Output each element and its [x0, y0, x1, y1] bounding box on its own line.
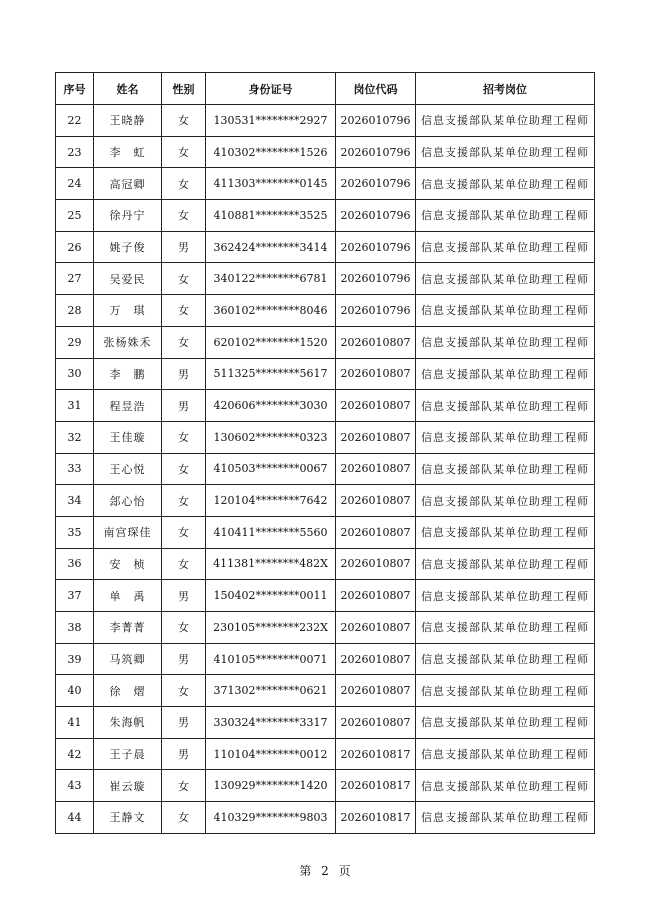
- table-row: [56, 612, 595, 644]
- table-row: [56, 200, 595, 232]
- cell-name: 安 桢: [94, 548, 162, 580]
- cell-code: 2026010796: [336, 168, 416, 200]
- cell-name: 朱海帆: [94, 707, 162, 739]
- cell-serial: 40: [56, 675, 94, 707]
- table-header-row: [56, 73, 595, 105]
- cell-id: 420606********3030: [206, 390, 336, 422]
- table-row: [56, 390, 595, 422]
- cell-gender: 女: [162, 326, 206, 358]
- cell-id: 410503********0067: [206, 453, 336, 485]
- cell-id: 410881********3525: [206, 200, 336, 232]
- cell-serial: 34: [56, 485, 94, 517]
- cell-id: 150402********0011: [206, 580, 336, 612]
- cell-id: 130929********1420: [206, 770, 336, 802]
- cell-serial: 27: [56, 263, 94, 295]
- cell-gender: 女: [162, 802, 206, 834]
- cell-name: 高冠卿: [94, 168, 162, 200]
- cell-post: 信息支援部队某单位助理工程师: [416, 453, 595, 485]
- cell-serial: 32: [56, 421, 94, 453]
- cell-id: 110104********0012: [206, 738, 336, 770]
- cell-gender: 女: [162, 295, 206, 327]
- footer-page-number: 2: [321, 864, 329, 878]
- cell-serial: 22: [56, 105, 94, 137]
- cell-code: 2026010807: [336, 390, 416, 422]
- cell-serial: 29: [56, 326, 94, 358]
- cell-code: 2026010807: [336, 548, 416, 580]
- cell-name: 李 鹏: [94, 358, 162, 390]
- cell-name: 崔云璇: [94, 770, 162, 802]
- cell-code: 2026010807: [336, 453, 416, 485]
- cell-gender: 男: [162, 707, 206, 739]
- cell-name: 单 禹: [94, 580, 162, 612]
- cell-post: 信息支援部队某单位助理工程师: [416, 770, 595, 802]
- cell-post: 信息支援部队某单位助理工程师: [416, 105, 595, 137]
- cell-name: 徐丹宁: [94, 200, 162, 232]
- cell-serial: 43: [56, 770, 94, 802]
- cell-gender: 男: [162, 231, 206, 263]
- cell-code: 2026010807: [336, 707, 416, 739]
- cell-code: 2026010796: [336, 105, 416, 137]
- cell-id: 340122********6781: [206, 263, 336, 295]
- cell-id: 410302********1526: [206, 136, 336, 168]
- cell-id: 410329********9803: [206, 802, 336, 834]
- cell-code: 2026010807: [336, 516, 416, 548]
- page-footer: [0, 862, 650, 879]
- cell-id: 130602********0323: [206, 421, 336, 453]
- footer-suffix: 页: [338, 864, 351, 878]
- cell-post: 信息支援部队某单位助理工程师: [416, 168, 595, 200]
- table-row: [56, 168, 595, 200]
- header-id-number: 身份证号: [206, 73, 336, 105]
- table-row: [56, 136, 595, 168]
- cell-serial: 33: [56, 453, 94, 485]
- cell-code: 2026010796: [336, 263, 416, 295]
- cell-serial: 42: [56, 738, 94, 770]
- header-gender: 性别: [162, 73, 206, 105]
- cell-post: 信息支援部队某单位助理工程师: [416, 738, 595, 770]
- cell-id: 360102********8046: [206, 295, 336, 327]
- cell-serial: 23: [56, 136, 94, 168]
- cell-post: 信息支援部队某单位助理工程师: [416, 643, 595, 675]
- cell-gender: 女: [162, 105, 206, 137]
- cell-post: 信息支援部队某单位助理工程师: [416, 675, 595, 707]
- cell-gender: 女: [162, 548, 206, 580]
- cell-code: 2026010807: [336, 358, 416, 390]
- cell-name: 王静文: [94, 802, 162, 834]
- table-row: [56, 770, 595, 802]
- cell-name: 南宫琛佳: [94, 516, 162, 548]
- cell-code: 2026010807: [336, 421, 416, 453]
- cell-id: 230105********232X: [206, 612, 336, 644]
- table-row: [56, 707, 595, 739]
- candidate-table: [55, 72, 595, 834]
- cell-post: 信息支援部队某单位助理工程师: [416, 612, 595, 644]
- cell-gender: 女: [162, 136, 206, 168]
- table-row: [56, 802, 595, 834]
- table-row: [56, 548, 595, 580]
- cell-gender: 男: [162, 643, 206, 675]
- cell-gender: 男: [162, 580, 206, 612]
- cell-gender: 男: [162, 390, 206, 422]
- cell-serial: 36: [56, 548, 94, 580]
- table-row: [56, 421, 595, 453]
- table-row: [56, 295, 595, 327]
- cell-name: 徐 熠: [94, 675, 162, 707]
- cell-serial: 35: [56, 516, 94, 548]
- cell-serial: 44: [56, 802, 94, 834]
- cell-id: 410411********5560: [206, 516, 336, 548]
- cell-code: 2026010807: [336, 580, 416, 612]
- cell-code: 2026010817: [336, 802, 416, 834]
- cell-name: 张杨姝禾: [94, 326, 162, 358]
- table-row: [56, 675, 595, 707]
- cell-id: 411303********0145: [206, 168, 336, 200]
- cell-post: 信息支援部队某单位助理工程师: [416, 358, 595, 390]
- cell-post: 信息支援部队某单位助理工程师: [416, 548, 595, 580]
- table-row: [56, 453, 595, 485]
- cell-gender: 女: [162, 200, 206, 232]
- cell-code: 2026010807: [336, 643, 416, 675]
- table-row: [56, 516, 595, 548]
- table-row: [56, 231, 595, 263]
- cell-post: 信息支援部队某单位助理工程师: [416, 326, 595, 358]
- header-post-title: 招考岗位: [416, 73, 595, 105]
- cell-code: 2026010817: [336, 738, 416, 770]
- cell-code: 2026010796: [336, 295, 416, 327]
- cell-gender: 女: [162, 485, 206, 517]
- cell-gender: 女: [162, 516, 206, 548]
- cell-code: 2026010817: [336, 770, 416, 802]
- cell-name: 姚子俊: [94, 231, 162, 263]
- cell-name: 李 虹: [94, 136, 162, 168]
- cell-id: 620102********1520: [206, 326, 336, 358]
- cell-gender: 女: [162, 612, 206, 644]
- cell-code: 2026010796: [336, 200, 416, 232]
- cell-post: 信息支援部队某单位助理工程师: [416, 485, 595, 517]
- cell-post: 信息支援部队某单位助理工程师: [416, 580, 595, 612]
- cell-post: 信息支援部队某单位助理工程师: [416, 421, 595, 453]
- cell-gender: 男: [162, 738, 206, 770]
- table-row: [56, 358, 595, 390]
- cell-serial: 26: [56, 231, 94, 263]
- cell-id: 330324********3317: [206, 707, 336, 739]
- cell-serial: 31: [56, 390, 94, 422]
- cell-gender: 女: [162, 421, 206, 453]
- table-row: [56, 643, 595, 675]
- cell-id: 130531********2927: [206, 105, 336, 137]
- cell-post: 信息支援部队某单位助理工程师: [416, 707, 595, 739]
- cell-serial: 39: [56, 643, 94, 675]
- cell-gender: 女: [162, 770, 206, 802]
- cell-post: 信息支援部队某单位助理工程师: [416, 516, 595, 548]
- cell-id: 411381********482X: [206, 548, 336, 580]
- cell-name: 王心悦: [94, 453, 162, 485]
- cell-post: 信息支援部队某单位助理工程师: [416, 136, 595, 168]
- cell-serial: 41: [56, 707, 94, 739]
- cell-serial: 37: [56, 580, 94, 612]
- cell-name: 程昱浩: [94, 390, 162, 422]
- cell-post: 信息支援部队某单位助理工程师: [416, 200, 595, 232]
- cell-id: 410105********0071: [206, 643, 336, 675]
- cell-post: 信息支援部队某单位助理工程师: [416, 390, 595, 422]
- cell-gender: 男: [162, 358, 206, 390]
- header-post-code: 岗位代码: [336, 73, 416, 105]
- cell-gender: 女: [162, 675, 206, 707]
- cell-post: 信息支援部队某单位助理工程师: [416, 802, 595, 834]
- cell-gender: 女: [162, 168, 206, 200]
- cell-serial: 30: [56, 358, 94, 390]
- table-row: [56, 580, 595, 612]
- cell-code: 2026010807: [336, 675, 416, 707]
- cell-id: 120104********7642: [206, 485, 336, 517]
- cell-id: 511325********5617: [206, 358, 336, 390]
- cell-serial: 25: [56, 200, 94, 232]
- cell-serial: 38: [56, 612, 94, 644]
- cell-gender: 女: [162, 453, 206, 485]
- cell-name: 王子晨: [94, 738, 162, 770]
- cell-name: 吴爱民: [94, 263, 162, 295]
- cell-code: 2026010807: [336, 326, 416, 358]
- cell-gender: 女: [162, 263, 206, 295]
- footer-prefix: 第: [299, 864, 312, 878]
- cell-serial: 24: [56, 168, 94, 200]
- cell-code: 2026010807: [336, 612, 416, 644]
- table-body: [56, 105, 595, 834]
- cell-name: 万 琪: [94, 295, 162, 327]
- cell-name: 李菁菁: [94, 612, 162, 644]
- cell-name: 马筑卿: [94, 643, 162, 675]
- cell-name: 郐心怡: [94, 485, 162, 517]
- table-row: [56, 263, 595, 295]
- cell-post: 信息支援部队某单位助理工程师: [416, 295, 595, 327]
- cell-name: 王晓静: [94, 105, 162, 137]
- cell-id: 371302********0621: [206, 675, 336, 707]
- table-row: [56, 738, 595, 770]
- table-row: [56, 485, 595, 517]
- cell-serial: 28: [56, 295, 94, 327]
- header-serial: 序号: [56, 73, 94, 105]
- cell-code: 2026010796: [336, 231, 416, 263]
- header-name: 姓名: [94, 73, 162, 105]
- cell-name: 王佳璇: [94, 421, 162, 453]
- cell-post: 信息支援部队某单位助理工程师: [416, 263, 595, 295]
- table-row: [56, 326, 595, 358]
- table-row: [56, 105, 595, 137]
- cell-post: 信息支援部队某单位助理工程师: [416, 231, 595, 263]
- cell-code: 2026010807: [336, 485, 416, 517]
- cell-code: 2026010796: [336, 136, 416, 168]
- cell-id: 362424********3414: [206, 231, 336, 263]
